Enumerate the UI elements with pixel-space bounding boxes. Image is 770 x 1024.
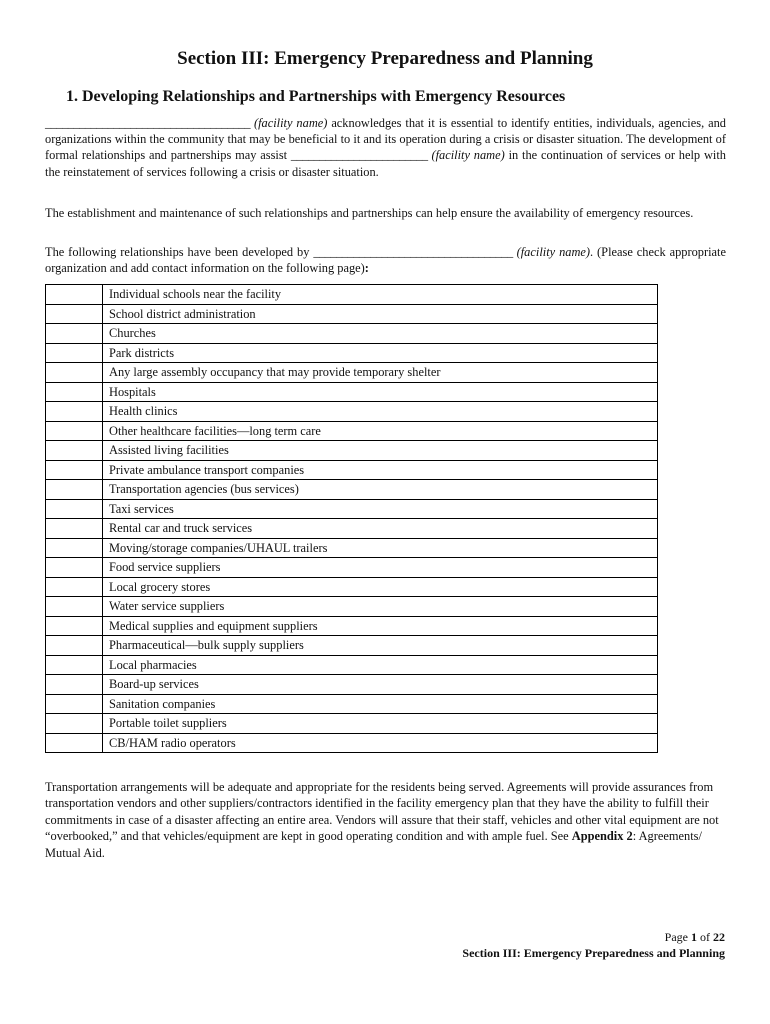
checkbox-cell[interactable]	[46, 402, 103, 422]
checklist-row	[46, 558, 658, 578]
checklist-row	[46, 616, 658, 636]
checklist-row	[46, 460, 658, 480]
checklist-row	[46, 285, 658, 305]
appendix-reference: Appendix 2	[571, 829, 633, 844]
organization-label: Individual schools near the facility	[103, 285, 658, 305]
organization-label: Water service suppliers	[103, 597, 658, 617]
page-number	[665, 930, 725, 945]
checklist-row	[46, 421, 658, 441]
facility-name-blank[interactable]: ________________________	[290, 148, 428, 163]
organization-label: Local pharmacies	[103, 655, 658, 675]
page-of-label: of	[697, 930, 713, 944]
checkbox-cell[interactable]	[46, 694, 103, 714]
checklist-row	[46, 636, 658, 656]
organization-label: Moving/storage companies/UHAUL trailers	[103, 538, 658, 558]
checkbox-cell[interactable]	[46, 655, 103, 675]
checklist-row	[46, 538, 658, 558]
transportation-paragraph	[45, 779, 735, 861]
checklist-row	[46, 441, 658, 461]
relationships-paragraph	[45, 244, 726, 276]
transportation-text-part2: : Agreements/ Mutual Aid.	[45, 829, 702, 860]
organization-label: Sanitation companies	[103, 694, 658, 714]
organization-label: Hospitals	[103, 382, 658, 402]
checkbox-cell[interactable]	[46, 558, 103, 578]
organization-label: Pharmaceutical—bulk supply suppliers	[103, 636, 658, 656]
checklist-row	[46, 480, 658, 500]
current-page: 1	[691, 930, 697, 944]
checkbox-cell[interactable]	[46, 343, 103, 363]
checklist-row	[46, 363, 658, 383]
checkbox-cell[interactable]	[46, 675, 103, 695]
checklist-row	[46, 714, 658, 734]
organization-label: Portable toilet suppliers	[103, 714, 658, 734]
checkbox-cell[interactable]	[46, 382, 103, 402]
page-label: Page	[664, 930, 691, 944]
checkbox-cell[interactable]	[46, 285, 103, 305]
facility-name-hint: (facility name)	[253, 116, 328, 130]
checkbox-cell[interactable]	[46, 363, 103, 383]
relationships-text-part1: The following relationships have been developed by	[45, 245, 314, 259]
checklist-row	[46, 382, 658, 402]
organization-label: Rental car and truck services	[103, 519, 658, 539]
organization-label: Any large assembly occupancy that may provide temporary shelter	[103, 363, 658, 383]
total-pages: 22	[713, 930, 725, 944]
intro-text-part1: acknowledges that it is essential to identify entities, individuals, agencies, and organizations within the community that may be beneficial to it and its operation during a crisis or disaster situation. The development of formal relationships and partnerships may assist	[45, 116, 726, 163]
checklist-row	[46, 733, 658, 753]
organization-label: Assisted living facilities	[103, 441, 658, 461]
facility-name-blank[interactable]: ____________________________________	[45, 116, 251, 130]
checkbox-cell[interactable]	[46, 714, 103, 734]
relationships-text-part2: . (Please check appropriate organization and add contact information on the following page)	[45, 245, 726, 276]
organization-label: Private ambulance transport companies	[103, 460, 658, 480]
checklist-row	[46, 519, 658, 539]
checkbox-cell[interactable]	[46, 733, 103, 753]
transportation-text-part1: Transportation arrangements will be adequate and appropriate for the residents being served. Agreements will provide assurances from transportation vendors and other suppliers/contractors identified in the facility emergency plan that they have the ability to fulfill their commitments in case of a disaster affecting an entire area. Vendors will assure that their staff, vehicles and other vital equipment are not “overbooked,” and that vehicles/equipment are kept in good operating condition and with ample fuel. See	[45, 780, 719, 844]
checklist-row	[46, 402, 658, 422]
organizations-checklist	[45, 284, 658, 753]
checklist-row	[46, 324, 658, 344]
checkbox-cell[interactable]	[46, 538, 103, 558]
checkbox-cell[interactable]	[46, 616, 103, 636]
checklist-row	[46, 577, 658, 597]
organization-label: Park districts	[103, 343, 658, 363]
checklist-row	[46, 304, 658, 324]
organization-label: Board-up services	[103, 675, 658, 695]
relationships-colon: :	[364, 261, 369, 276]
checklist-row	[46, 694, 658, 714]
facility-name-blank[interactable]: ___________________________________	[313, 245, 513, 259]
intro-text-part2: in the continuation of services or help with the reinstatement of services following a crisis or disaster situation.	[45, 148, 726, 179]
checkbox-cell[interactable]	[46, 499, 103, 519]
checkbox-cell[interactable]	[46, 324, 103, 344]
section-subheading: 1. Developing Relationships and Partnerships with Emergency Resources	[66, 88, 566, 105]
organization-label: Local grocery stores	[103, 577, 658, 597]
checkbox-cell[interactable]	[46, 519, 103, 539]
checklist-row	[46, 597, 658, 617]
checklist-row	[46, 499, 658, 519]
facility-name-hint: (facility name)	[516, 245, 591, 259]
organization-label: Food service suppliers	[103, 558, 658, 578]
intro-paragraph	[45, 115, 726, 180]
organization-label: Other healthcare facilities—long term care	[103, 421, 658, 441]
facility-name-hint: (facility name)	[431, 148, 505, 163]
organization-label: Health clinics	[103, 402, 658, 422]
checklist-row	[46, 675, 658, 695]
footer-section-title: Section III: Emergency Preparedness and Planning	[462, 946, 725, 960]
checkbox-cell[interactable]	[46, 480, 103, 500]
organization-label: Churches	[103, 324, 658, 344]
establishment-paragraph: The establishment and maintenance of such relationships and partnerships can help ensure the availability of emergency resources.	[45, 206, 694, 220]
checkbox-cell[interactable]	[46, 421, 103, 441]
organization-label: Transportation agencies (bus services)	[103, 480, 658, 500]
checkbox-cell[interactable]	[46, 636, 103, 656]
checkbox-cell[interactable]	[46, 597, 103, 617]
checklist-row	[46, 343, 658, 363]
page-title: Section III: Emergency Preparedness and Planning	[177, 48, 593, 69]
organization-label: Taxi services	[103, 499, 658, 519]
checklist-row	[46, 655, 658, 675]
checkbox-cell[interactable]	[46, 577, 103, 597]
organization-label: School district administration	[103, 304, 658, 324]
organization-label: Medical supplies and equipment suppliers	[103, 616, 658, 636]
checkbox-cell[interactable]	[46, 460, 103, 480]
checkbox-cell[interactable]	[46, 304, 103, 324]
organization-label: CB/HAM radio operators	[103, 733, 658, 753]
checkbox-cell[interactable]	[46, 441, 103, 461]
